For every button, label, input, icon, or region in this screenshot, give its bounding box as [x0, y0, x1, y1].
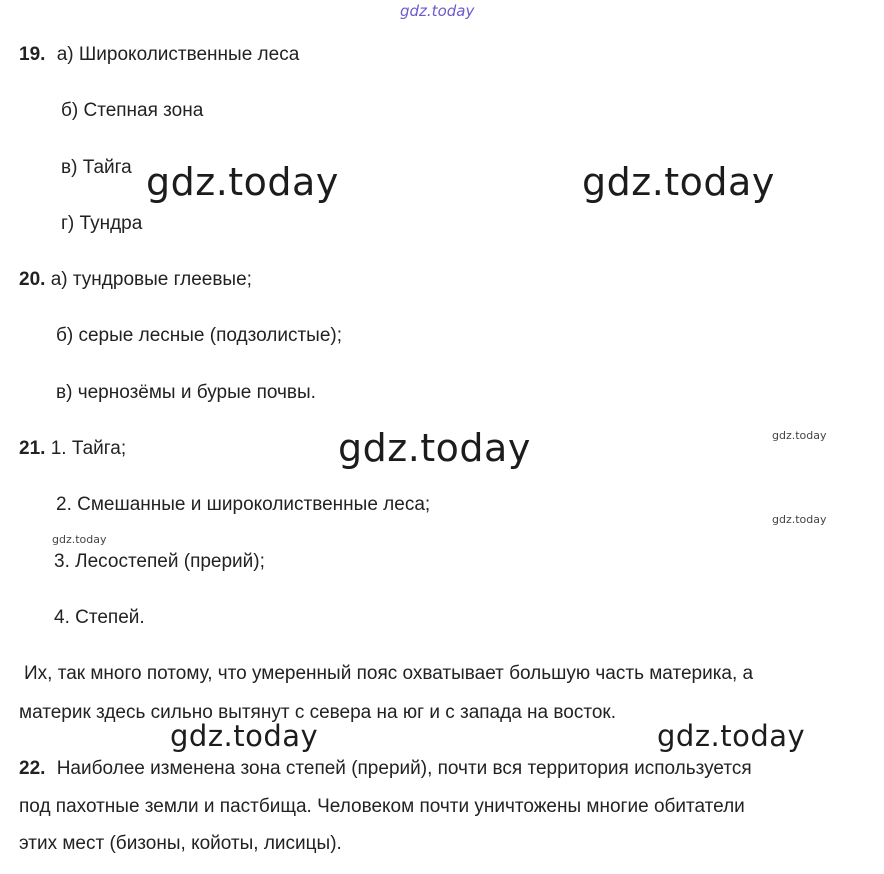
q21-item-4: 4. Степей. [54, 607, 145, 628]
q19-item-c: в) Тайга [61, 157, 132, 178]
q21-line-1 [19, 437, 126, 461]
header-watermark: gdz.today [400, 2, 475, 20]
q22-line-1 [19, 757, 752, 781]
watermark-small: gdz.today [772, 429, 827, 442]
q21-explanation-2: материк здесь сильно вытянут с севера на юг и с запада на восток. [19, 702, 616, 723]
q22-text-1: Наиболее изменена зона степей (прерий), почти вся территория используется [56, 758, 752, 779]
watermark-large: gdz.today [146, 160, 339, 204]
q19-item-b: б) Степная зона [61, 100, 204, 121]
watermark-large: gdz.today [170, 719, 319, 753]
q20-line-a [19, 268, 252, 292]
watermark-small: gdz.today [52, 533, 107, 546]
q19-line-a [19, 43, 299, 67]
q22-number: 22. [19, 758, 46, 779]
watermark-small: gdz.today [772, 513, 827, 526]
q21-item-1: 1. Тайга; [50, 438, 127, 459]
q20-number: 20. [19, 269, 46, 290]
q19-number: 19. [19, 44, 46, 65]
watermark-large: gdz.today [582, 160, 775, 204]
q22-text-2: под пахотные земли и пастбища. Человеком почти уничтожены многие обитатели [19, 796, 745, 817]
q21-item-2: 2. Смешанные и широколиственные леса; [56, 494, 431, 515]
q20-item-b: б) серые лесные (подзолистые); [56, 325, 343, 346]
q20-item-a: а) тундровые глеевые; [50, 269, 252, 290]
watermark-large: gdz.today [657, 719, 806, 753]
q21-number: 21. [19, 438, 46, 459]
q21-item-3: 3. Лесостепей (прерий); [54, 551, 265, 572]
watermark-large: gdz.today [338, 426, 531, 470]
q19-item-a: а) Широколиственные леса [56, 44, 300, 65]
q20-item-c: в) чернозёмы и бурые почвы. [56, 382, 316, 403]
q19-item-d: г) Тундра [61, 213, 143, 234]
q22-text-3: этих мест (бизоны, койоты, лисицы). [19, 833, 342, 854]
q21-explanation-1: Их, так много потому, что умеренный пояс охватывает большую часть материка, а [24, 663, 754, 684]
